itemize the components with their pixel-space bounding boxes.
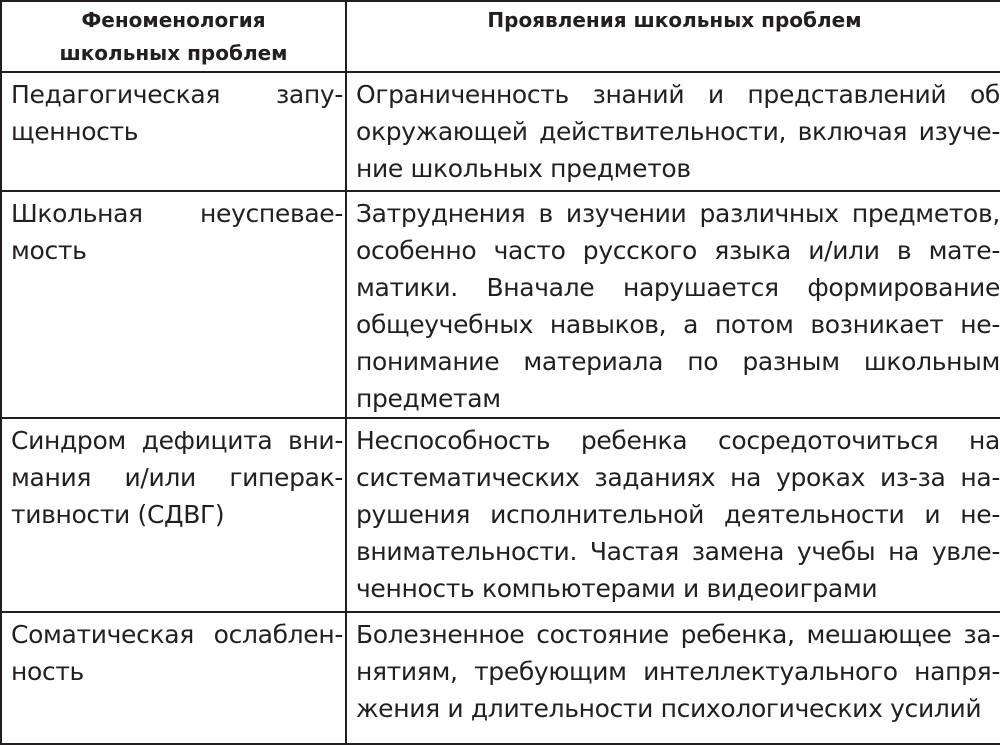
table-row (1, 191, 1000, 418)
manifestation-cell (346, 191, 1000, 418)
manifestation-line: общеучебных навыков, а потом возникает не- (356, 310, 1000, 339)
table-row (1, 72, 1000, 191)
manifestation-line: жения и длительности психологических усилий (356, 694, 982, 723)
phenomenon-line: Соматическая ослаблен- (11, 620, 343, 649)
phenomenon-line: ность (11, 657, 84, 686)
manifestation-line: внимательности. Частая замена учебы на увле- (356, 537, 1000, 566)
manifestation-cell (346, 612, 1000, 744)
phenomenon-line: тивности (СДВГ) (11, 500, 225, 529)
manifestation-line: окружающей действительности, включая изуче- (356, 117, 1000, 146)
table-row (1, 418, 1000, 612)
header-phenomenology (1, 1, 346, 72)
manifestation-line: ченность компьютерами и видеоиграми (356, 574, 878, 603)
phenomenon-line: щенность (11, 117, 139, 146)
phenomenon-cell (1, 612, 346, 744)
table-row (1, 612, 1000, 744)
phenomenon-cell (1, 418, 346, 612)
phenomenon-line: мания и/или гиперак- (11, 463, 343, 492)
manifestation-line: ние школьных предметов (356, 154, 691, 183)
phenomenon-cell (1, 191, 346, 418)
manifestation-line: особенно часто русского языка и/или в мате- (356, 236, 1000, 265)
header-phenomenology-line: школьных проблем (59, 41, 288, 65)
phenomenon-line: Синдром дефицита вни- (11, 426, 343, 455)
phenomenon-line: Школьная неуспевае- (11, 199, 343, 228)
header-manifestations-line: Проявления школьных проблем (487, 8, 862, 32)
header-phenomenology-line: Феноменология (81, 8, 266, 32)
manifestation-cell (346, 72, 1000, 191)
manifestation-line: Болезненное состояние ребенка, мешающее за- (356, 620, 1000, 649)
phenomenon-line: Педагогическая запу- (11, 80, 343, 109)
manifestation-line: систематических заданиях на уроках из-за на- (356, 463, 1000, 492)
phenomenon-cell (1, 72, 346, 191)
manifestation-line: рушения исполнительной деятельности и не- (356, 500, 1000, 529)
manifestation-line: предметам (356, 384, 501, 413)
manifestation-line: Затруднения в изучении различных предметов, (356, 199, 1000, 228)
manifestation-cell (346, 418, 1000, 612)
manifestation-line: нятиям, требующим интеллектуального напря- (356, 657, 1000, 686)
manifestation-line: Неспособность ребенка сосредоточиться на (356, 426, 1000, 455)
manifestation-line: матики. Вначале нарушается формирование (356, 273, 1000, 302)
manifestation-line: понимание материала по разным школьным (356, 347, 1000, 376)
manifestation-line: Ограниченность знаний и представлений об (356, 80, 1000, 109)
header-manifestations (346, 1, 1000, 72)
header-row (1, 1, 1000, 72)
phenomenon-line: мость (11, 236, 87, 265)
